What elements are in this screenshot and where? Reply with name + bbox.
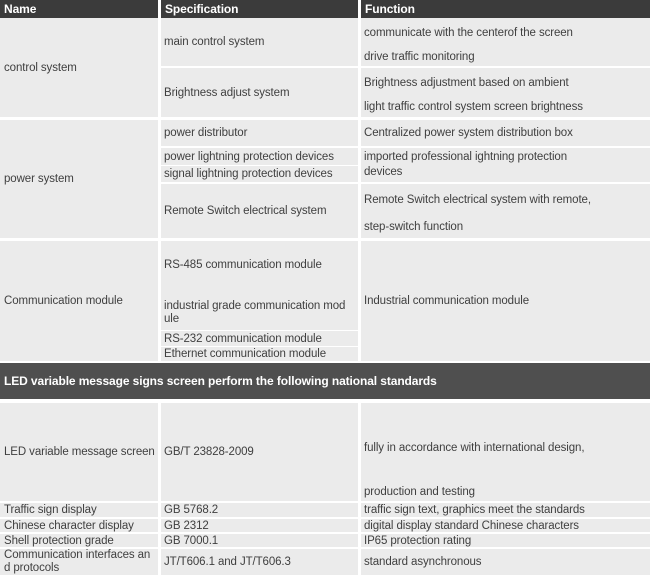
group-control-system — [0, 18, 650, 117]
column-header-name: Name — [0, 0, 158, 18]
function-cell-remote-switch — [361, 184, 650, 238]
function-cell-led-screen — [361, 403, 650, 501]
spec-cell-power-lightning-protection: power lightning protection devices — [161, 148, 358, 165]
function-line: devices — [364, 166, 403, 178]
function-cell-chinese-character: digital display standard Chinese characters — [361, 519, 650, 532]
name-cell-power-system: power system — [0, 120, 158, 238]
name-cell-shell-protection: Shell protection grade — [0, 534, 158, 547]
name-cell-control-system: control system — [0, 18, 158, 117]
name-cell-led-screen: LED variable message screen — [0, 403, 158, 501]
spec-cell-rs232: RS-232 communication module — [161, 331, 358, 346]
spec-cell-brightness-adjust-system: Brightness adjust system — [161, 68, 358, 117]
spec-cell-gbt-23828: GB/T 23828-2009 — [161, 403, 358, 501]
name-line: Communication interfaces an — [4, 549, 151, 561]
function-cell-lightning-protection — [361, 148, 650, 182]
spec-cell-ethernet: Ethernet communication module — [161, 347, 358, 361]
spec-line-industrial-grade — [164, 300, 358, 326]
standards-row-chinese-character — [0, 519, 650, 532]
column-header-specification: Specification — [161, 0, 358, 18]
spec-cell-signal-lightning-protection: signal lightning protection devices — [161, 166, 358, 182]
spec-cell-jtt606: JT/T606.1 and JT/T606.3 — [161, 549, 358, 575]
function-line: Remote Switch electrical system with remote, — [364, 194, 591, 206]
column-header-function: Function — [361, 0, 650, 18]
function-cell-main-control-system — [361, 18, 650, 66]
function-line: production and testing — [364, 486, 475, 498]
function-line: drive traffic monitoring — [364, 51, 475, 63]
group-power-system — [0, 120, 650, 238]
spec-line: ule — [164, 313, 180, 325]
function-line: light traffic control system screen brightness — [364, 101, 583, 113]
spec-cell-main-control-system: main control system — [161, 18, 358, 66]
spec-cell-power-distributor: power distributor — [161, 120, 358, 146]
spec-line-rs485: RS-485 communication module — [164, 259, 322, 271]
name-cell-traffic-sign: Traffic sign display — [0, 503, 158, 517]
spec-line: industrial grade communication mod — [164, 300, 346, 312]
function-cell-power-distributor: Centralized power system distribution box — [361, 120, 650, 146]
section-banner: LED variable message signs screen perform the following national standards — [0, 363, 650, 399]
name-cell-chinese-character: Chinese character display — [0, 519, 158, 532]
function-line: step-switch function — [364, 221, 463, 233]
group-communication-module — [0, 241, 650, 361]
standards-row-shell-protection — [0, 534, 650, 547]
function-line: imported professional ightning protection — [364, 151, 568, 163]
function-cell-industrial-communication: Industrial communication module — [361, 241, 650, 361]
standards-row-comm-interfaces — [0, 549, 650, 575]
function-cell-shell-protection: IP65 protection rating — [361, 534, 650, 547]
spec-cell-gb-2312: GB 2312 — [161, 519, 358, 532]
standards-row-led — [0, 403, 650, 501]
function-line: Brightness adjustment based on ambient — [364, 77, 569, 89]
name-line: d protocols — [4, 562, 60, 574]
spec-cell-gb-7000: GB 7000.1 — [161, 534, 358, 547]
spec-cell-remote-switch: Remote Switch electrical system — [161, 184, 358, 238]
function-cell-brightness-adjust-system — [361, 68, 650, 117]
function-line: communicate with the centerof the screen — [364, 27, 573, 39]
function-cell-comm-interfaces: standard asynchronous — [361, 549, 650, 575]
spec-cell-gb-5768: GB 5768.2 — [161, 503, 358, 517]
name-cell-comm-interfaces — [0, 549, 158, 575]
spec-cell-rs485-and-industrial — [161, 241, 358, 330]
table-header-row — [0, 0, 650, 18]
standards-row-traffic-sign — [0, 503, 650, 517]
function-line: fully in accordance with international design, — [364, 442, 585, 454]
name-cell-communication-module: Communication module — [0, 241, 158, 361]
function-cell-traffic-sign: traffic sign text, graphics meet the standards — [361, 503, 650, 517]
